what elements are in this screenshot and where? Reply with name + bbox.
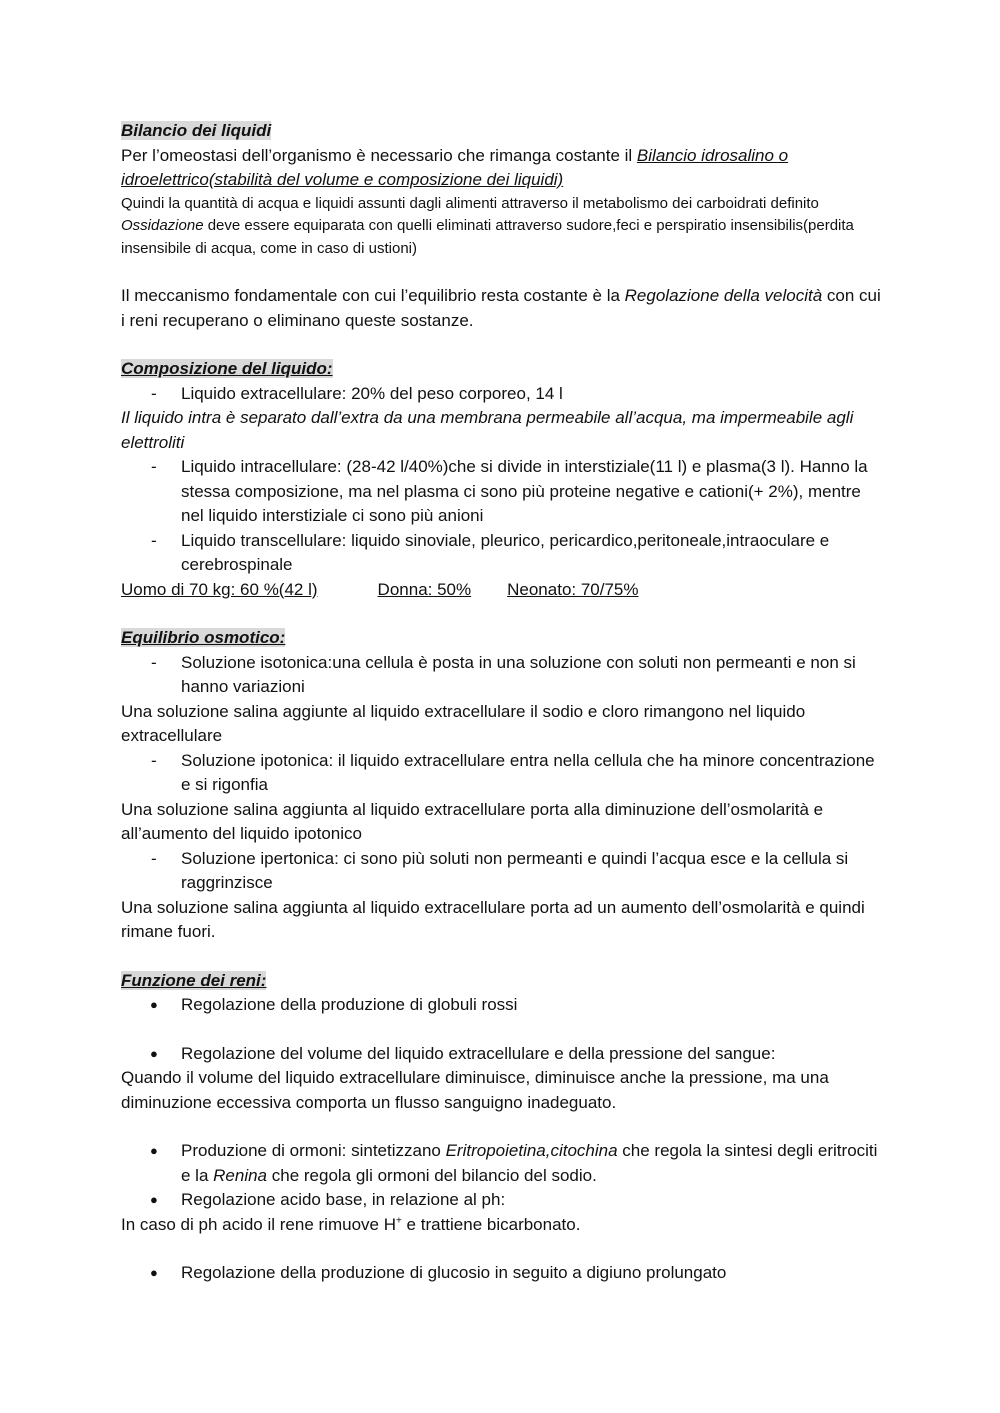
- list-item: ● Produzione di ormoni: sintetizzano Eritropoietina,citochina che regola la sintesi degli eritrociti e la Renina che regola gli ormoni del bilancio del sodio.: [121, 1139, 881, 1188]
- paragraph-pressione: Quando il volume del liquido extracellulare diminuisce, diminuisce anche la pressione, ma una diminuzione eccessiva comporta un flusso sanguigno inadeguato.: [121, 1068, 829, 1112]
- paragraph-ossidazione: Quindi la quantità di acqua e liquidi assunti dagli alimenti attraverso il metabolismo dei carboidrati definito Ossidazione deve essere equiparata con quelli eliminati attraverso sudore,feci e perspiratio insensibilis(perdita insensibile di acqua, come in caso di ustioni): [121, 194, 854, 257]
- section-title-reni: Funzione dei reni:: [121, 970, 267, 990]
- list-item: - Liquido extracellulare: 20% del peso corporeo, 14 l: [121, 382, 881, 407]
- list-item: - Soluzione isotonica:una cellula è posta in una soluzione con soluti non permeanti e non si hanno variazioni: [121, 651, 881, 700]
- list-item: - Liquido transcellulare: liquido sinoviale, pleurico, pericardico,peritoneale,intraoculare e cerebrospinale: [121, 529, 881, 578]
- list-composizione-2: [121, 455, 881, 578]
- list-item: - Liquido intracellulare: (28-42 l/40%)che si divide in interstiziale(11 l) e plasma(3 l). Hanno la stessa composizione, ma nel plasma ci sono più proteine negative e cationi(+ 2%), mentre nel liquido interstiziale ci sono più anioni: [121, 455, 881, 529]
- section-title-composizione: Composizione del liquido:: [121, 359, 333, 378]
- list-item: ● Regolazione acido base, in relazione al ph:: [121, 1188, 881, 1213]
- paragraph-ipotonica: Una soluzione salina aggiunta al liquido extracellulare porta alla diminuzione dell’osmolarità e all’aumento del liquido ipotonico: [121, 799, 824, 843]
- list-composizione-1: [121, 382, 881, 407]
- paragraph-meccanismo: Il meccanismo fondamentale con cui l’equilibrio resta costante è la Regolazione della velocità con cui i reni recuperano o eliminano queste sostanze.: [121, 286, 881, 330]
- list-item: ● Regolazione della produzione di globuli rossi: [121, 993, 881, 1018]
- section-title-equilibrio: Equilibrio osmotico:: [121, 628, 286, 647]
- section-title-bilancio: Bilancio dei liquidi: [121, 121, 272, 140]
- list-item: - Soluzione ipertonica: ci sono più soluti non permeanti e quindi l’acqua esce e la cellula si raggrinzisce: [121, 847, 881, 896]
- paragraph-ipertonica: Una soluzione salina aggiunta al liquido extracellulare porta ad un aumento dell’osmolarità e quindi rimane fuori.: [121, 897, 865, 941]
- paragraph-omeostasi: Per l’omeostasi dell’organismo è necessario che rimanga costante il Bilancio idrosalino o idroelettrico(stabilità del volume e composizione dei liquidi): [121, 145, 789, 189]
- list-item: ● Regolazione della produzione di glucosio in seguito a digiuno prolungato: [121, 1261, 881, 1286]
- bilancio-idrosalino-term: Bilancio idrosalino o idroelettrico(stabilità del volume e composizione dei liquidi): [121, 145, 789, 189]
- paragraph-ph: In caso di ph acido il rene rimuove H+ e trattiene bicarbonato.: [121, 1214, 581, 1234]
- summary-percentages: Uomo di 70 kg: 60 %(42 l) Donna: 50% Neonato: 70/75%: [121, 579, 639, 599]
- list-item: ● Regolazione del volume del liquido extracellulare e della pressione del sangue:: [121, 1042, 881, 1067]
- document-page: [121, 119, 881, 1286]
- paragraph-isotonica: Una soluzione salina aggiunte al liquido extracellulare il sodio e cloro rimangono nel liquido extracellulare: [121, 701, 806, 745]
- list-item: - Soluzione ipotonica: il liquido extracellulare entra nella cellula che ha minore concentrazione e si rigonfia: [121, 749, 881, 798]
- paragraph-membrana: Il liquido intra è separato dall’extra da una membrana permeabile all’acqua, ma impermeabile agli elettroliti: [121, 408, 854, 452]
